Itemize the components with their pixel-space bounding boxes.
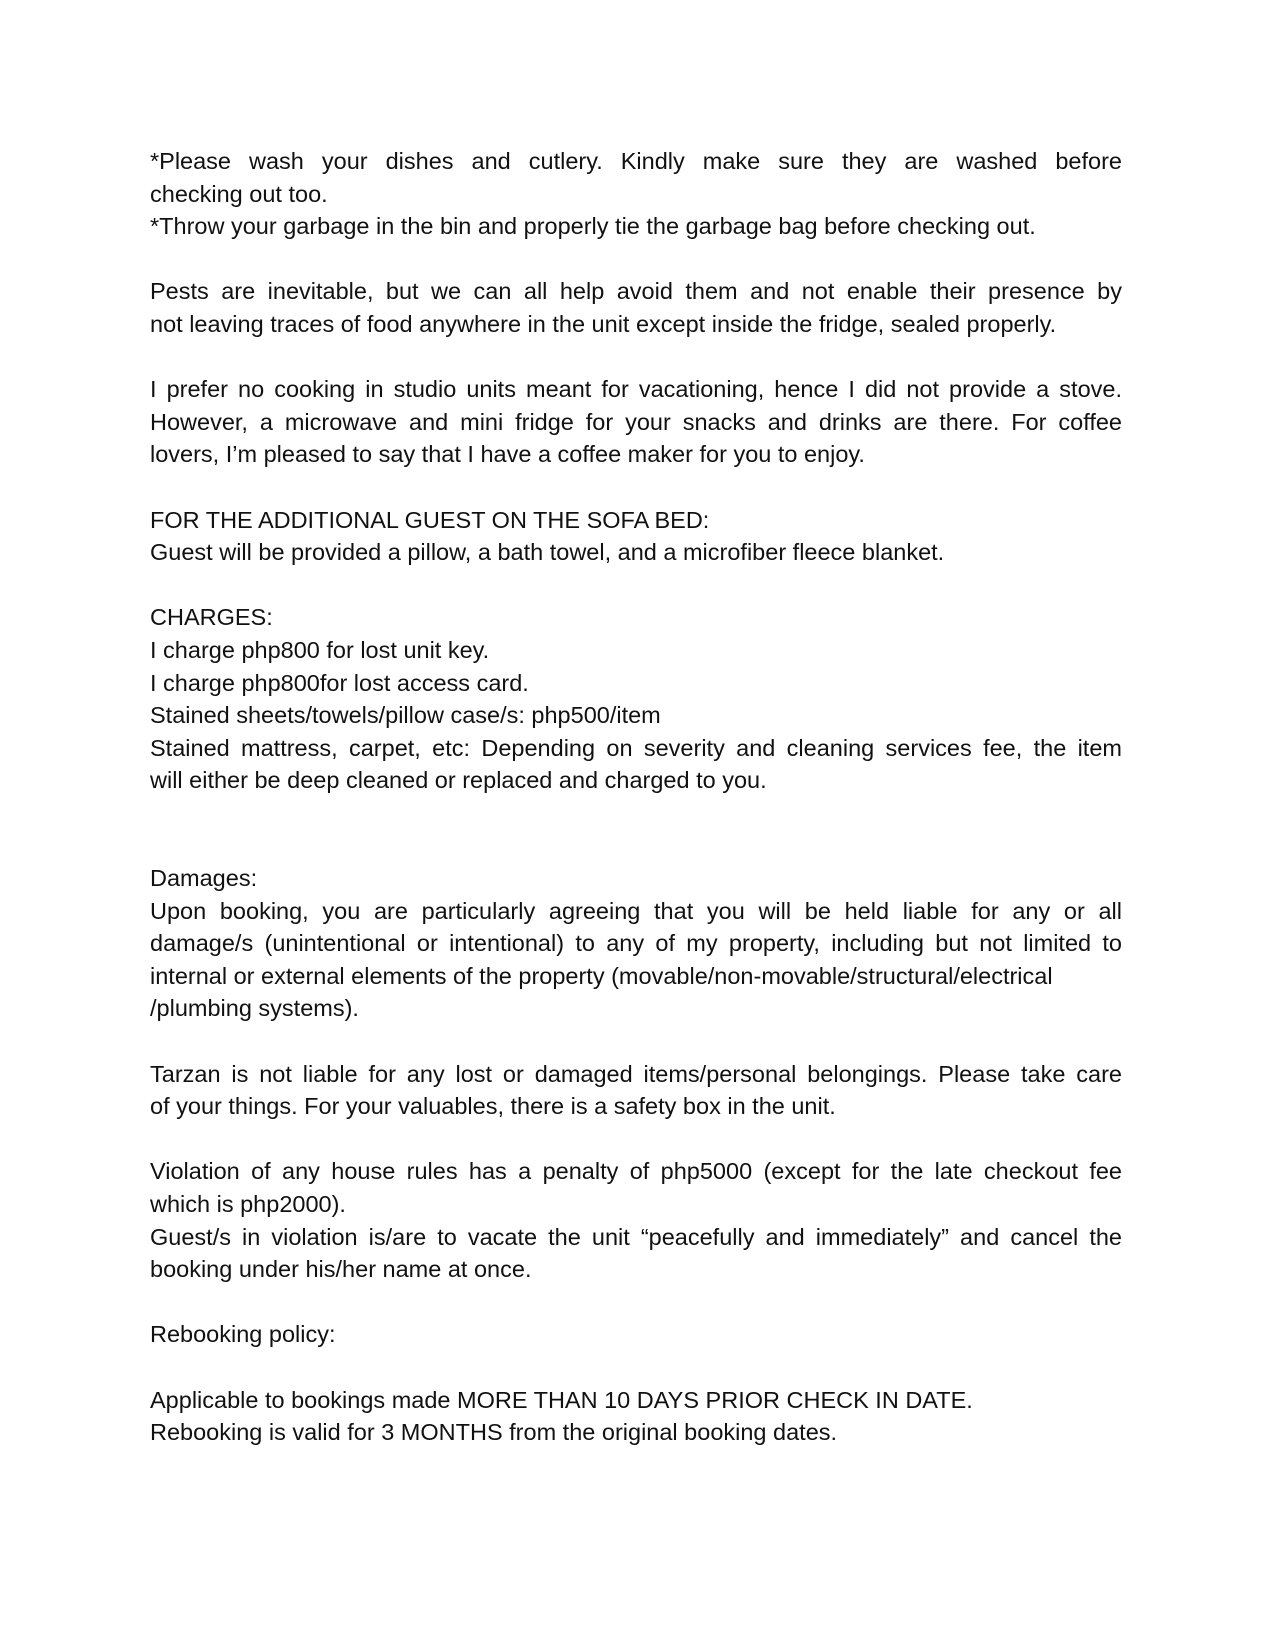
text-line: Guest will be provided a pillow, a bath towel, and a microfiber fleece blanket. <box>150 539 945 566</box>
text-line: Applicable to bookings made MORE THAN 10 DAYS PRIOR CHECK IN DATE. <box>150 1386 973 1413</box>
paragraph-gap <box>150 1123 1122 1156</box>
paragraph-gap <box>150 1286 1122 1319</box>
paragraph-gap <box>150 1351 1122 1384</box>
text-line: of your things. For your valuables, there is a safety box in the unit. <box>150 1093 836 1120</box>
text-line: Violation of any house rules has a penalty of php5000 (except for the late checkout fee <box>150 1158 1122 1185</box>
text-line: Stained sheets/towels/pillow case/s: php500/item <box>150 702 661 729</box>
paragraph-gap <box>150 1025 1122 1058</box>
paragraph-gap <box>150 471 1122 504</box>
text-line: /plumbing systems). <box>150 995 359 1022</box>
text-line: Guest/s in violation is/are to vacate the unit “peacefully and immediately” and cancel the <box>150 1223 1122 1250</box>
document-page <box>150 145 1122 1449</box>
text-line: I charge php800for lost access card. <box>150 669 529 696</box>
text-line: damage/s (unintentional or intentional) to any of my property, including but not limited to <box>150 930 1122 957</box>
section-heading: CHARGES: <box>150 604 273 631</box>
text-line: Stained mattress, carpet, etc: Depending on severity and cleaning services fee, the item <box>150 734 1122 761</box>
text-line: checking out too. <box>150 180 328 207</box>
text-line: which is php2000). <box>150 1191 346 1217</box>
text-line: will either be deep cleaned or replaced and charged to you. <box>150 767 767 794</box>
text-line: Rebooking is valid for 3 MONTHS from the original booking dates. <box>150 1419 838 1446</box>
text-line: *Throw your garbage in the bin and properly tie the garbage bag before checking out. <box>150 213 1036 240</box>
text-line: not leaving traces of food anywhere in the unit except inside the fridge, sealed properly. <box>150 310 1057 337</box>
text-line: lovers, I’m pleased to say that I have a coffee maker for you to enjoy. <box>150 441 865 468</box>
paragraph-gap <box>150 243 1122 276</box>
paragraph-gap <box>150 797 1122 862</box>
paragraph-gap <box>150 569 1122 602</box>
section-heading: Damages: <box>150 865 258 892</box>
section-heading: FOR THE ADDITIONAL GUEST ON THE SOFA BED: <box>150 506 710 533</box>
text-line: internal or external elements of the property (movable/non-movable/structural/electrical <box>150 962 1053 989</box>
text-line: Tarzan is not liable for any lost or damaged items/personal belongings. Please take care <box>150 1060 1122 1087</box>
text-line: I prefer no cooking in studio units meant for vacationing, hence I did not provide a stove. <box>150 376 1122 403</box>
paragraph-gap <box>150 341 1122 374</box>
section-heading: Rebooking policy: <box>150 1321 336 1348</box>
text-line: I charge php800 for lost unit key. <box>150 636 490 663</box>
text-line: booking under his/her name at once. <box>150 1256 532 1283</box>
text-line: Upon booking, you are particularly agreeing that you will be held liable for any or all <box>150 897 1122 924</box>
text-line: However, a microwave and mini fridge for your snacks and drinks are there. For coffee <box>150 408 1122 435</box>
text-line: *Please wash your dishes and cutlery. Kindly make sure they are washed before <box>150 148 1122 174</box>
text-line: Pests are inevitable, but we can all help avoid them and not enable their presence by <box>150 278 1122 305</box>
